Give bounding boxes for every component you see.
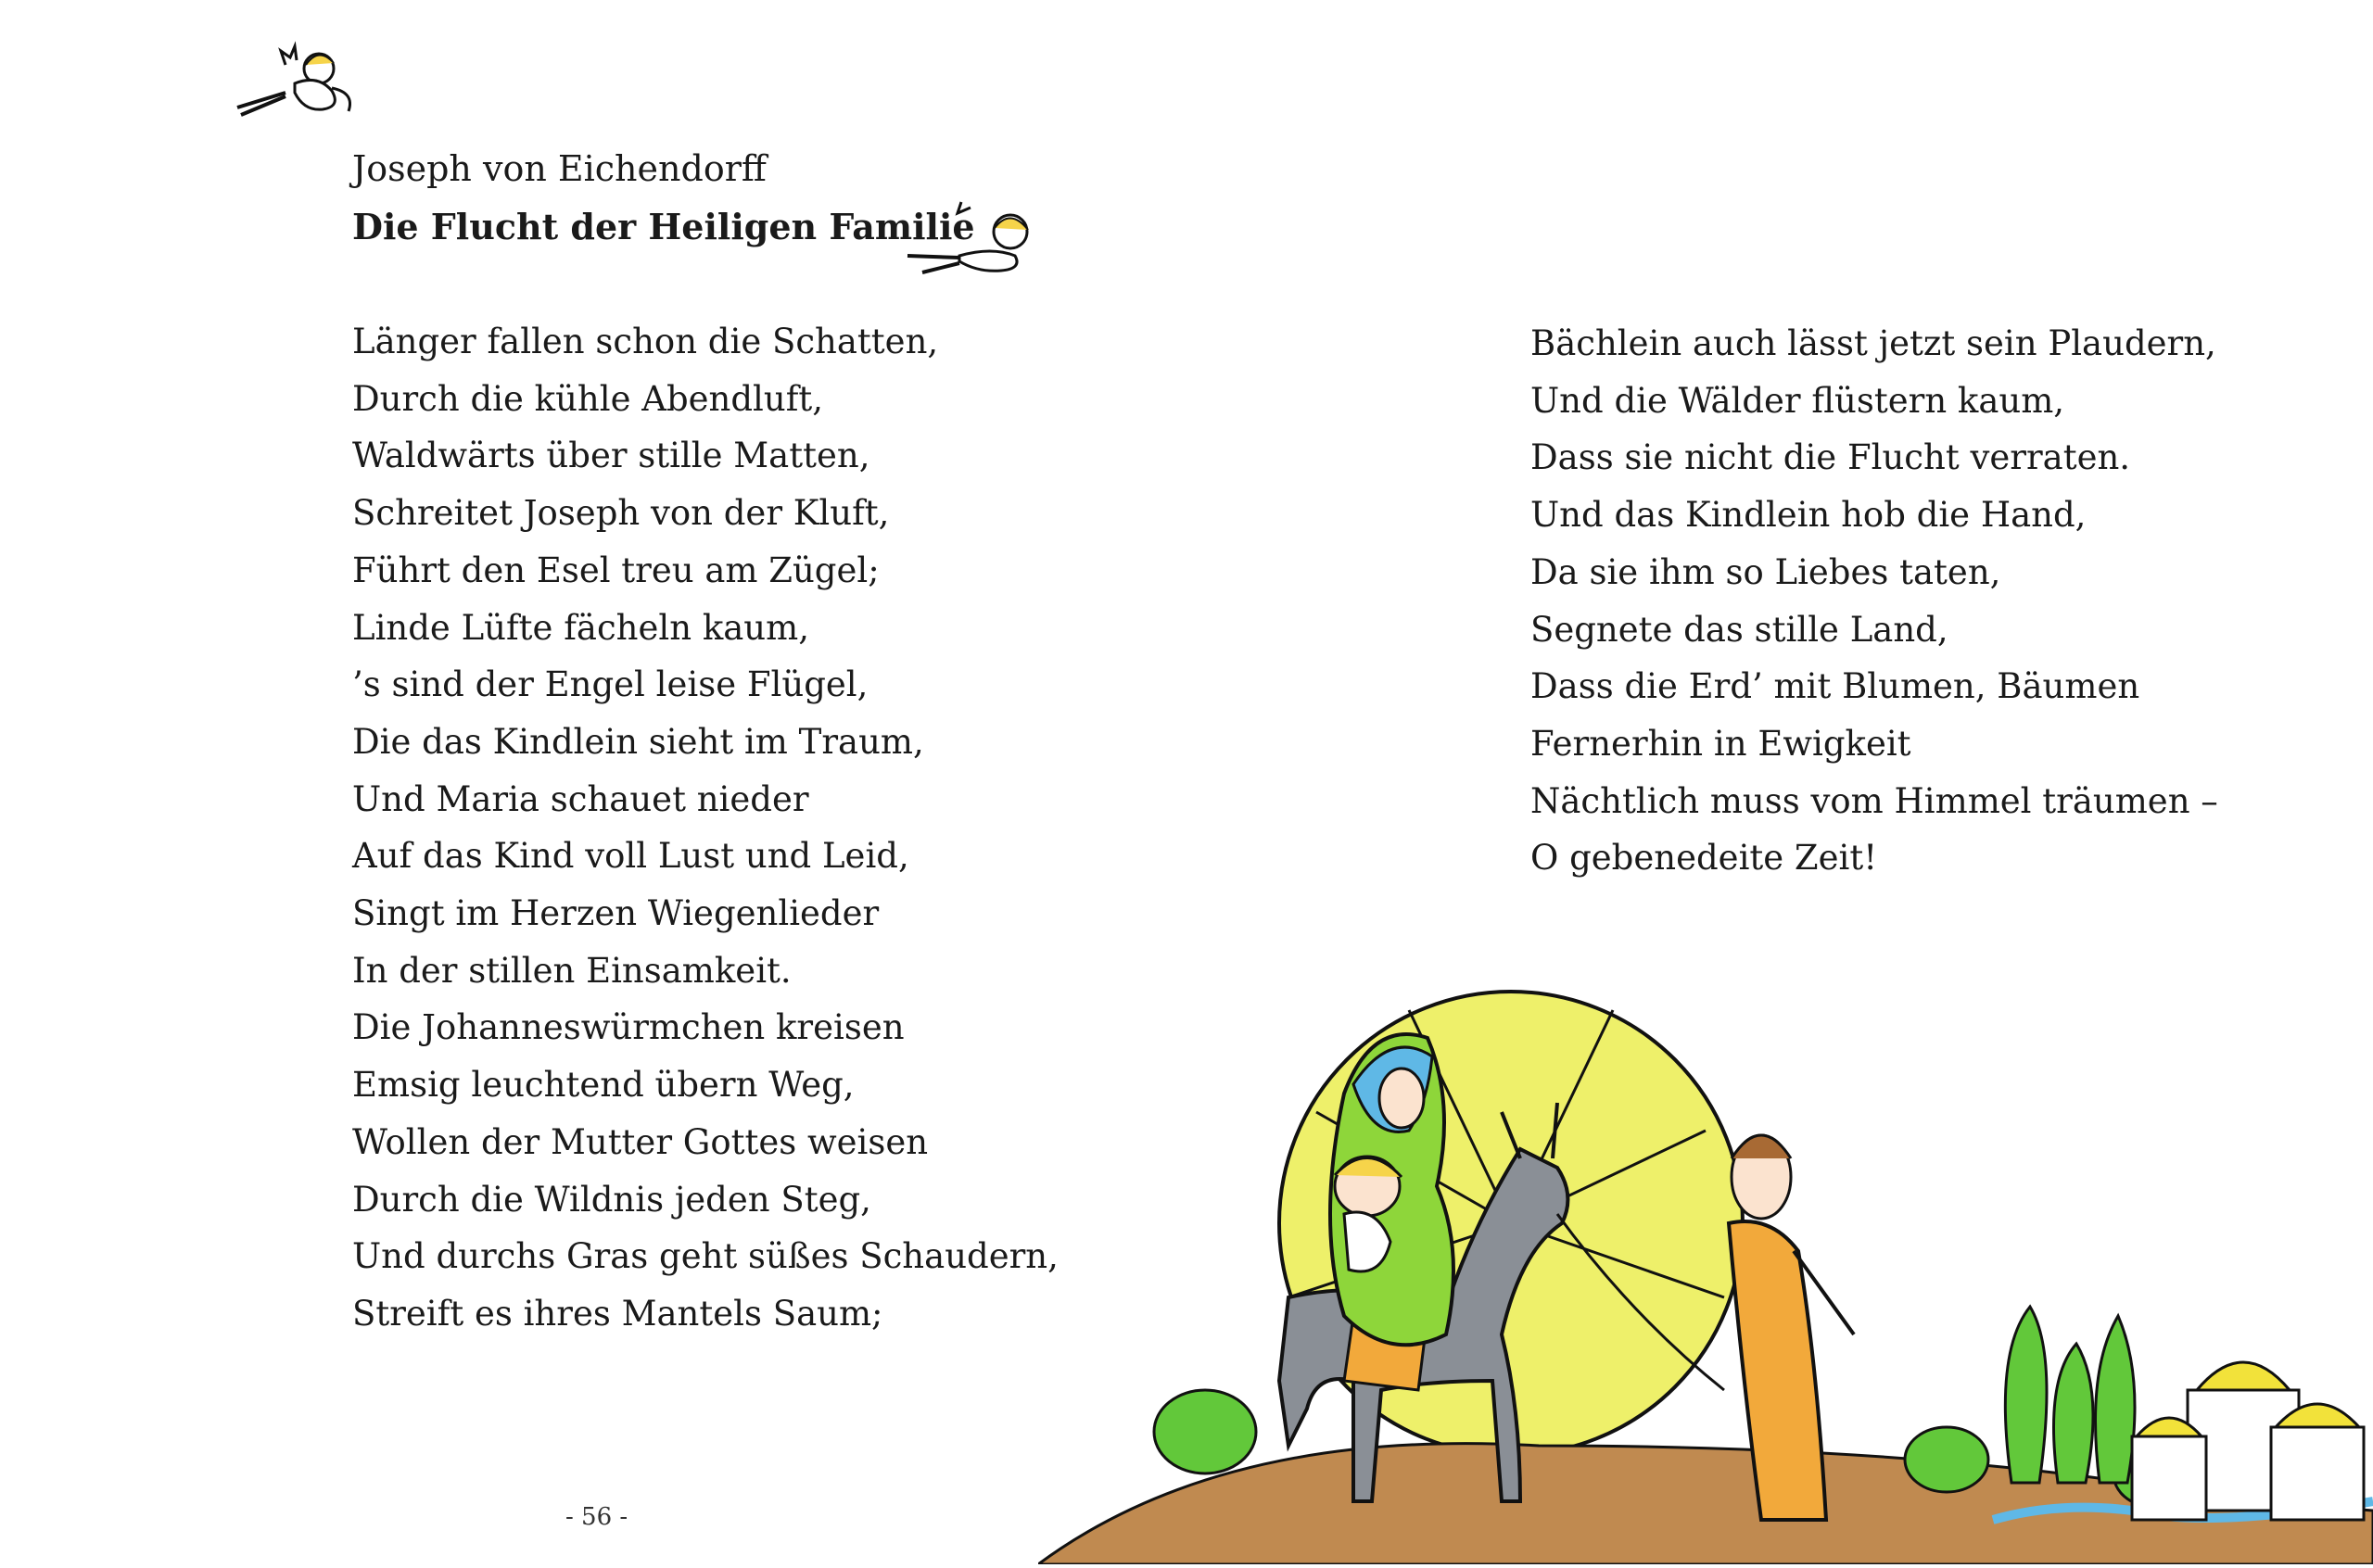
holy-family-illustration xyxy=(1038,945,2373,1564)
poem-line: Die Johanneswürmchen kreisen xyxy=(352,1007,905,1048)
poem-line: Und Maria schauet nieder xyxy=(352,778,809,819)
poem-line: In der stillen Einsamkeit. xyxy=(352,950,792,991)
poem-line: Wollen der Mutter Gottes weisen xyxy=(352,1121,929,1162)
poem-line: Linde Lüfte fächeln kaum, xyxy=(352,607,809,648)
poem-line: Fernerhin in Ewigkeit xyxy=(1530,723,1911,764)
angel-icon-top xyxy=(230,37,360,130)
poem-line: Dass sie nicht die Flucht verraten. xyxy=(1530,437,2131,478)
poem-line: Die das Kindlein sieht im Traum, xyxy=(352,721,924,762)
poem-line: Schreitet Joseph von der Kluft, xyxy=(352,493,890,534)
poem-line: Nächtlich muss vom Himmel träumen – xyxy=(1530,780,2218,821)
poem-column-right xyxy=(1530,315,2218,887)
poem-line: Länger fallen schon die Schatten, xyxy=(352,322,939,361)
poem-line: Und das Kindlein hob die Hand, xyxy=(1530,495,2087,536)
poem-line: Durch die Wildnis jeden Steg, xyxy=(352,1179,871,1220)
page-number: - 56 - xyxy=(565,1503,628,1531)
poem-line: Und durchs Gras geht süßes Schaudern, xyxy=(352,1236,1059,1277)
poem-author: Joseph von Eichendorff xyxy=(352,148,767,189)
poem-line: Dass die Erd’ mit Blumen, Bäumen xyxy=(1530,666,2140,707)
poem-line: Bächlein auch lässt jetzt sein Plaudern, xyxy=(1530,323,2216,363)
poem-line: Und die Wälder flüstern kaum, xyxy=(1530,380,2065,421)
poem-line: Singt im Herzen Wiegenlieder xyxy=(352,893,880,934)
poem-title: Die Flucht der Heiligen Familie xyxy=(352,206,975,247)
poem-column-left xyxy=(352,313,1059,1343)
poem-line: Auf das Kind voll Lust und Leid, xyxy=(352,836,909,877)
poem-line: Waldwärts über stille Matten, xyxy=(352,436,870,476)
poem-line: Streift es ihres Mantels Saum; xyxy=(352,1293,883,1334)
poem-line: Da sie ihm so Liebes taten, xyxy=(1530,551,2001,592)
poem-line: Emsig leuchtend übern Weg, xyxy=(352,1065,855,1106)
poem-line: Segnete das stille Land, xyxy=(1530,609,1948,650)
poem-line: ’s sind der Engel leise Flügel, xyxy=(352,664,869,705)
poem-line: O gebenedeite Zeit! xyxy=(1530,838,1878,879)
poem-line: Führt den Esel treu am Zügel; xyxy=(352,550,880,590)
poem-line: Durch die kühle Abendluft, xyxy=(352,378,824,419)
